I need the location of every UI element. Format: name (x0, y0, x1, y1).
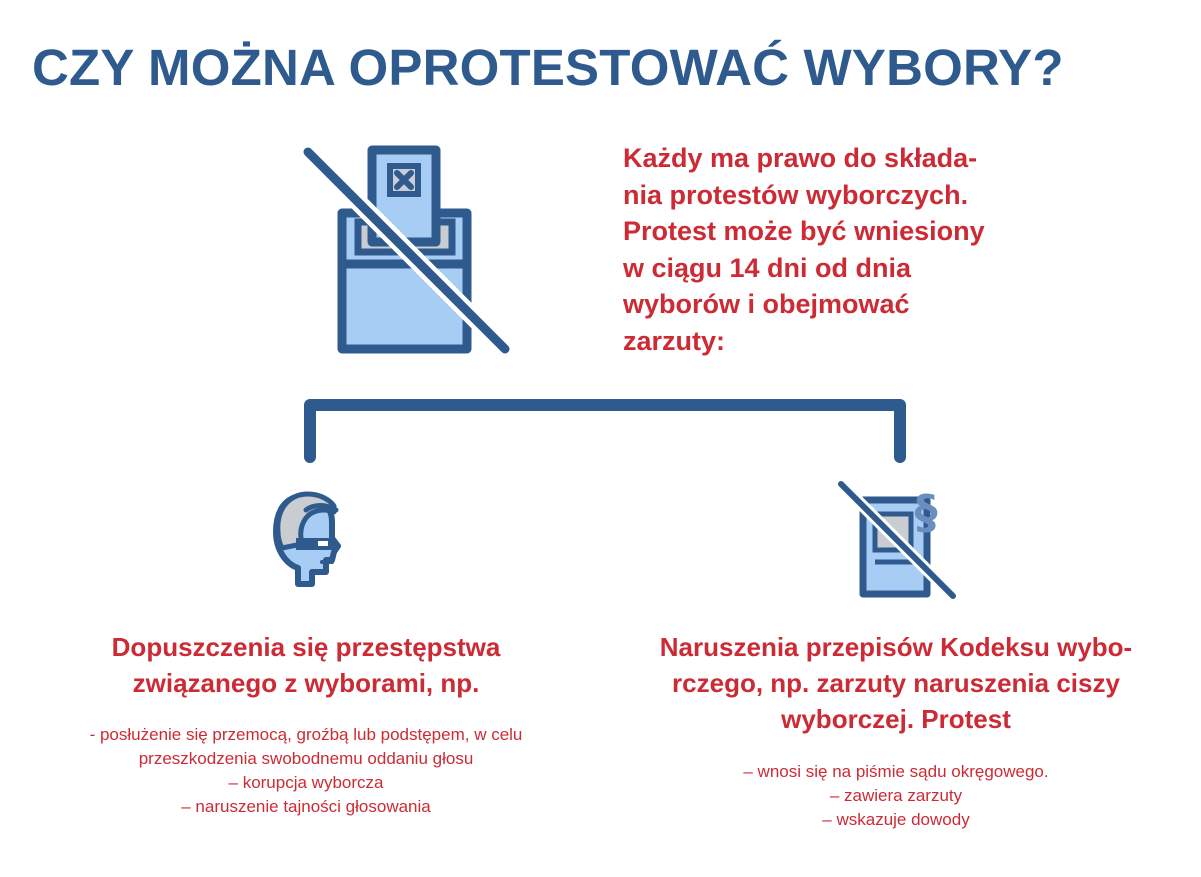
crossed-ballot-box-icon (298, 140, 518, 360)
list-item: - posłużenie się przemocą, groźbą lub podstępem, w celu (89, 725, 523, 744)
left-heading (56, 629, 556, 701)
list-item: przeszkodzenia swobodnemu oddaniu głosu (138, 749, 474, 768)
right-heading-line: wyborczej. Protest (781, 704, 1011, 734)
left-heading-line: związanego z wyborami, np. (132, 668, 480, 698)
crossed-law-document-icon (835, 478, 965, 603)
right-heading (616, 629, 1176, 737)
page-title: CZY MOŻNA OPROTESTOWAĆ WYBORY? (32, 39, 1064, 96)
left-heading-line: Dopuszczenia się przestępstwa (111, 632, 501, 662)
intro-line: wyborów i obejmować (623, 289, 910, 319)
right-heading-line: rczego, np. zarzuty naruszenia ciszy (672, 668, 1120, 698)
bracket-connector (300, 395, 910, 465)
left-examples-list (36, 723, 576, 819)
intro-line: w ciągu 14 dni od dnia (623, 252, 912, 283)
intro-text (623, 140, 1043, 359)
list-item: – naruszenie tajności głosowania (181, 797, 431, 816)
intro-line: zarzuty: (623, 325, 726, 356)
list-item: – korupcja wyborcza (228, 773, 384, 792)
right-examples-list (636, 760, 1156, 832)
paragraph-symbol-icon: § (914, 485, 938, 539)
masked-criminal-icon (268, 488, 348, 588)
list-item: – wnosi się na piśmie sądu okręgowego. (743, 762, 1049, 781)
intro-line: Każdy ma prawo do składa- (623, 143, 978, 173)
intro-line: nia protestów wyborczych. (623, 179, 969, 210)
intro-line: Protest może być wniesiony (623, 216, 985, 246)
right-heading-line: Naruszenia przepisów Kodeksu wybo- (659, 632, 1133, 662)
list-item: – wskazuje dowody (822, 810, 970, 829)
list-item: – zawiera zarzuty (829, 786, 963, 805)
